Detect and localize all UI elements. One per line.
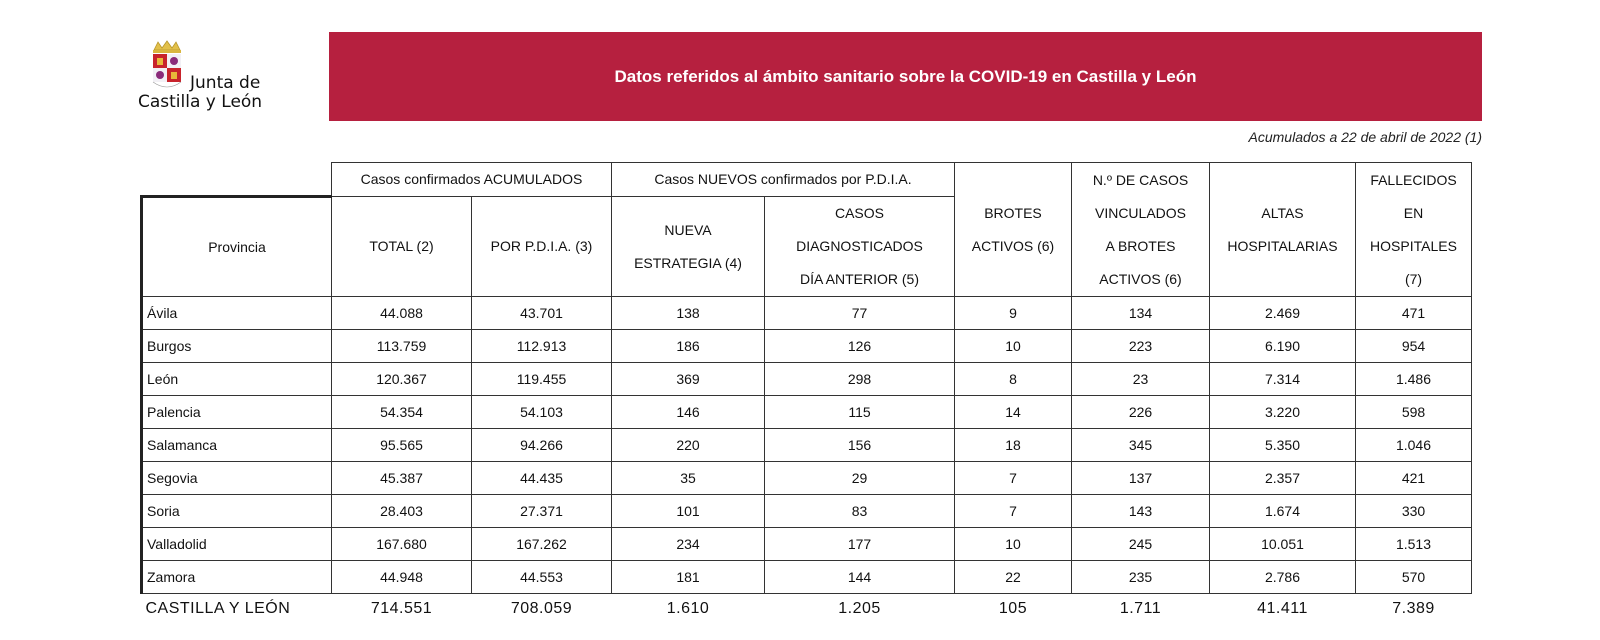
value-cell: 14 [955, 396, 1072, 429]
province-cell: León [142, 363, 332, 396]
value-cell: 27.371 [472, 495, 612, 528]
col-por-pdia: POR P.D.I.A. (3) [472, 197, 612, 297]
total-label: CASTILLA Y LEÓN [145, 600, 291, 617]
value-cell: 29 [765, 462, 955, 495]
value-cell: 119.455 [472, 363, 612, 396]
col-casos-diagnosticados: CASOS DIAGNOSTICADOS DÍA ANTERIOR (5) [765, 197, 955, 297]
table-row [142, 462, 1472, 495]
value-cell: 22 [955, 561, 1072, 594]
value-cell: 144 [765, 561, 955, 594]
value-cell: 94.266 [472, 429, 612, 462]
province-cell: Salamanca [142, 429, 332, 462]
junta-logo [138, 36, 288, 116]
value-cell: 298 [765, 363, 955, 396]
total-row [142, 594, 1472, 625]
value-cell: 44.435 [472, 462, 612, 495]
value-cell: 134 [1072, 297, 1210, 330]
total-value: 1.610 [666, 600, 710, 617]
table-row [142, 429, 1472, 462]
value-cell: 10 [955, 528, 1072, 561]
value-cell: 598 [1356, 396, 1472, 429]
title-banner [329, 32, 1482, 121]
value-cell: 9 [955, 297, 1072, 330]
value-cell: 7 [955, 495, 1072, 528]
value-cell: 223 [1072, 330, 1210, 363]
total-value: 714.551 [370, 600, 433, 617]
total-value: 41.411 [1257, 600, 1308, 617]
value-cell: 54.354 [332, 396, 472, 429]
total-value: 105 [998, 600, 1028, 617]
col-provincia: Provincia [142, 197, 332, 297]
table-row [142, 363, 1472, 396]
col-vinculados: N.º DE CASOS VINCULADOS A BROTES ACTIVOS (6) [1072, 163, 1210, 297]
value-cell: 1.674 [1210, 495, 1356, 528]
value-cell: 7 [955, 462, 1072, 495]
value-cell: 54.103 [472, 396, 612, 429]
col-nueva-estrategia: NUEVA ESTRATEGIA (4) [612, 197, 765, 297]
value-cell: 954 [1356, 330, 1472, 363]
value-cell: 1.513 [1356, 528, 1472, 561]
group-header-acumulados: Casos confirmados ACUMULADOS [332, 163, 612, 197]
value-cell: 1.486 [1356, 363, 1472, 396]
value-cell: 235 [1072, 561, 1210, 594]
value-cell: 156 [765, 429, 955, 462]
value-cell: 43.701 [472, 297, 612, 330]
table-row [142, 561, 1472, 594]
value-cell: 28.403 [332, 495, 472, 528]
value-cell: 186 [612, 330, 765, 363]
value-cell: 45.387 [332, 462, 472, 495]
value-cell: 44.553 [472, 561, 612, 594]
value-cell: 23 [1072, 363, 1210, 396]
table-row [142, 297, 1472, 330]
value-cell: 113.759 [332, 330, 472, 363]
value-cell: 181 [612, 561, 765, 594]
logo-line2: Castilla y León [138, 92, 263, 112]
value-cell: 226 [1072, 396, 1210, 429]
value-cell: 471 [1356, 297, 1472, 330]
value-cell: 115 [765, 396, 955, 429]
value-cell: 137 [1072, 462, 1210, 495]
col-fallecidos: FALLECIDOS EN HOSPITALES (7) [1356, 163, 1472, 297]
col-brotes: BROTES ACTIVOS (6) [955, 163, 1072, 297]
value-cell: 8 [955, 363, 1072, 396]
value-cell: 7.314 [1210, 363, 1356, 396]
value-cell: 220 [612, 429, 765, 462]
table-row [142, 495, 1472, 528]
logo-line1: Junta de [190, 73, 261, 93]
date-subtitle: Acumulados a 22 de abril de 2022 (1) [1248, 129, 1482, 145]
value-cell: 95.565 [332, 429, 472, 462]
value-cell: 35 [612, 462, 765, 495]
province-cell: Ávila [142, 297, 332, 330]
value-cell: 234 [612, 528, 765, 561]
province-cell: Segovia [142, 462, 332, 495]
value-cell: 83 [765, 495, 955, 528]
value-cell: 177 [765, 528, 955, 561]
value-cell: 2.469 [1210, 297, 1356, 330]
value-cell: 101 [612, 495, 765, 528]
value-cell: 143 [1072, 495, 1210, 528]
total-value: 708.059 [510, 600, 573, 617]
value-cell: 77 [765, 297, 955, 330]
value-cell: 10.051 [1210, 528, 1356, 561]
value-cell: 330 [1356, 495, 1472, 528]
table-row [142, 330, 1472, 363]
value-cell: 5.350 [1210, 429, 1356, 462]
covid-data-table [140, 162, 1472, 624]
value-cell: 18 [955, 429, 1072, 462]
value-cell: 369 [612, 363, 765, 396]
total-value: 7.389 [1392, 600, 1435, 617]
value-cell: 421 [1356, 462, 1472, 495]
value-cell: 3.220 [1210, 396, 1356, 429]
province-cell: Zamora [142, 561, 332, 594]
value-cell: 146 [612, 396, 765, 429]
province-cell: Valladolid [142, 528, 332, 561]
table-row [142, 528, 1472, 561]
total-value: 1.205 [838, 600, 881, 617]
value-cell: 138 [612, 297, 765, 330]
value-cell: 126 [765, 330, 955, 363]
value-cell: 44.948 [332, 561, 472, 594]
group-header-row [142, 163, 1472, 197]
value-cell: 6.190 [1210, 330, 1356, 363]
value-cell: 10 [955, 330, 1072, 363]
total-value: 1.711 [1119, 600, 1162, 617]
col-altas: ALTAS HOSPITALARIAS [1210, 163, 1356, 297]
page-title: Datos referidos al ámbito sanitario sobre la COVID-19 en Castilla y León [614, 66, 1197, 86]
value-cell: 2.357 [1210, 462, 1356, 495]
group-header-nuevos: Casos NUEVOS confirmados por P.D.I.A. [612, 163, 955, 197]
table-row [142, 396, 1472, 429]
value-cell: 112.913 [472, 330, 612, 363]
col-total: TOTAL (2) [332, 197, 472, 297]
province-cell: Palencia [142, 396, 332, 429]
value-cell: 1.046 [1356, 429, 1472, 462]
value-cell: 167.680 [332, 528, 472, 561]
province-cell: Soria [142, 495, 332, 528]
value-cell: 345 [1072, 429, 1210, 462]
value-cell: 570 [1356, 561, 1472, 594]
value-cell: 44.088 [332, 297, 472, 330]
value-cell: 167.262 [472, 528, 612, 561]
value-cell: 2.786 [1210, 561, 1356, 594]
value-cell: 245 [1072, 528, 1210, 561]
value-cell: 120.367 [332, 363, 472, 396]
province-cell: Burgos [142, 330, 332, 363]
